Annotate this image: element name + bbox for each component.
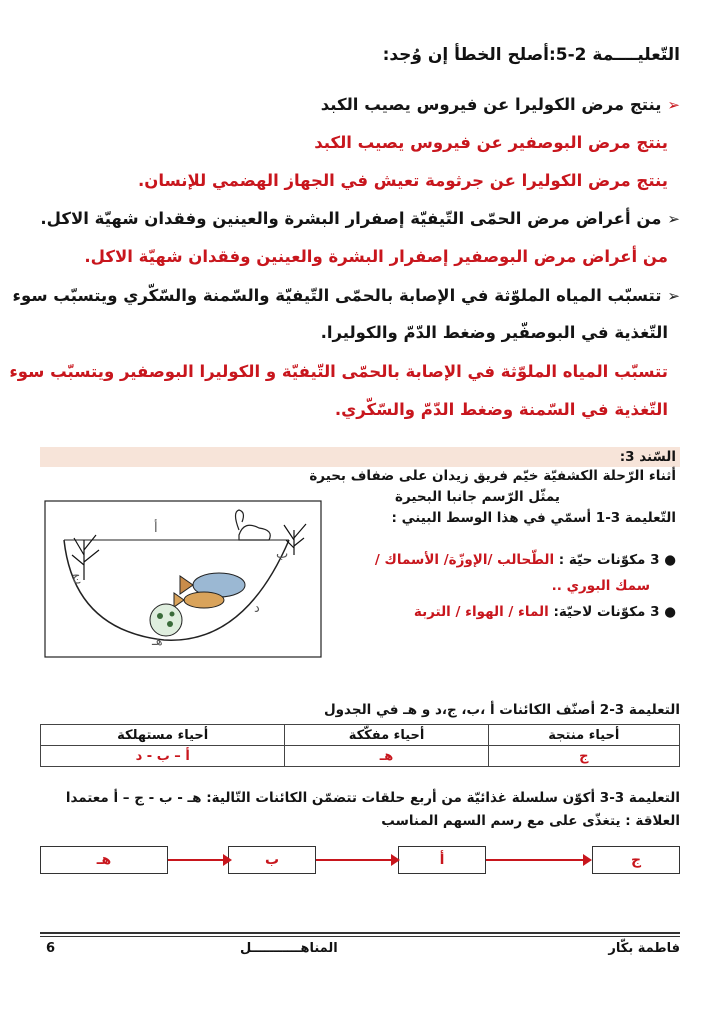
living-components: ● 3 مكوّنات حيّة : الطّحالب /الإوزّة/ الأسماك / bbox=[374, 552, 676, 568]
statement-1: ➢ينتج مرض الكوليرا عن فيروس يصيب الكبد bbox=[320, 95, 680, 114]
arrow-bullet-icon: ➢ bbox=[667, 96, 680, 114]
footer-rule-bottom bbox=[40, 936, 680, 937]
sanad-line-1: أثناء الرّحلة الكشفيّة خيّم فريق زيدان على ضفاف بحيرة bbox=[309, 468, 676, 484]
chain-arrow-icon bbox=[486, 859, 590, 861]
label-d: د bbox=[254, 601, 260, 616]
correction-1a: ينتج مرض البوصفير عن فيروس يصيب الكبد bbox=[314, 133, 668, 152]
instruction-3-3-line-2: العلاقة : يتغذّى على مع رسم السهم المناسب bbox=[381, 813, 680, 829]
label-a: أ bbox=[154, 521, 158, 536]
correction-1b: ينتج مرض الكوليرا عن جرثومة تعيش في الجهاز الهضمي للإنسان. bbox=[137, 171, 668, 190]
classification-table bbox=[40, 724, 680, 767]
sanad-title: السّند 3: bbox=[619, 449, 676, 465]
arrow-bullet-icon: ➢ bbox=[667, 287, 680, 305]
microbe-icon bbox=[150, 604, 182, 636]
chain-arrow-icon bbox=[168, 859, 230, 861]
header-producers: أحياء منتجة bbox=[488, 725, 679, 746]
bullet-dot-icon: ● bbox=[659, 552, 676, 568]
statement-3-line-1: ➢تتسبّب المياه الملوّثة في الإصابة بالحمّى التّيفيّة والسّمنة والسّكّري ويتسبّب سوء bbox=[12, 286, 680, 305]
footer-author: فاطمة بكّار bbox=[608, 941, 680, 956]
lake-diagram bbox=[44, 500, 324, 660]
swan-icon bbox=[236, 510, 271, 540]
living-components-cont: سمك البوري .. bbox=[551, 578, 650, 594]
fish-icon bbox=[174, 573, 245, 608]
instruction-3-1: التّعليمة 3-1 أسمّي في هذا الوسط البيني : bbox=[391, 510, 676, 526]
instruction-3-2: التعليمة 3-2 أصنّف الكائنات أ ،ب، ج،د و هـ في الجدول bbox=[323, 702, 680, 718]
statement-3-line-2: التّغذية في البوصفّير وضغط الدّمّ والكوليرا. bbox=[320, 323, 668, 342]
footer-page-number: 6 bbox=[46, 941, 56, 956]
chain-box-3: ب bbox=[228, 846, 316, 874]
chain-box-1: ج bbox=[592, 846, 680, 874]
correction-3-line-1: تتسبّب المياه الملوّثة في الإصابة بالحمّى التّيفيّة و الكوليرا البوصفير ويتسبّب سوء bbox=[9, 362, 668, 381]
chain-box-4: هـ bbox=[40, 846, 168, 874]
header-consumers: أحياء مستهلكة bbox=[41, 725, 285, 746]
chain-box-2: أ bbox=[398, 846, 486, 874]
nonliving-components: ● 3 مكوّنات لاحيّة: الماء / الهواء / التربة bbox=[413, 604, 676, 620]
chain-arrow-icon bbox=[316, 859, 398, 861]
table-header-row bbox=[41, 725, 680, 746]
footer-rule-top bbox=[40, 932, 680, 934]
label-b: ب bbox=[276, 547, 289, 562]
table-value-row bbox=[41, 746, 680, 767]
label-j: ج bbox=[72, 569, 81, 584]
arrow-bullet-icon: ➢ bbox=[667, 210, 680, 228]
label-h: هـ bbox=[152, 634, 163, 649]
instruction-5-2-heading: التّعليــــمة 2-5:أصلح الخطأ إن وُجد: bbox=[382, 45, 680, 65]
instruction-3-3-line-1: التعليمة 3-3 أكوّن سلسلة غذائيّة من أربع حلقات تتضمّن الكائنات التّالية: هـ - ب - ج – أ معتمدا bbox=[65, 790, 680, 806]
sanad-line-2: يمثّل الرّسم جانبا البحيرة bbox=[395, 489, 560, 505]
value-consumers: أ – ب - د bbox=[41, 746, 285, 767]
footer-subject: المناهـــــــــــل bbox=[240, 941, 338, 956]
header-decomposers: أحياء مفكّكة bbox=[285, 725, 488, 746]
statement-2: ➢من أعراض مرض الحمّى التّيفيّة إصفرار البشرة والعينين وفقدان شهيّة الاكل. bbox=[40, 209, 680, 228]
correction-3-line-2: التّغذية في السّمنة وضغط الدّمّ والسّكّري. bbox=[334, 400, 668, 419]
bullet-dot-icon: ● bbox=[659, 604, 676, 620]
value-producers: ج bbox=[488, 746, 679, 767]
value-decomposers: هـ bbox=[285, 746, 488, 767]
correction-2: من أعراض مرض البوصفير إصفرار البشرة والعينين وفقدان شهيّة الاكل. bbox=[84, 247, 668, 266]
